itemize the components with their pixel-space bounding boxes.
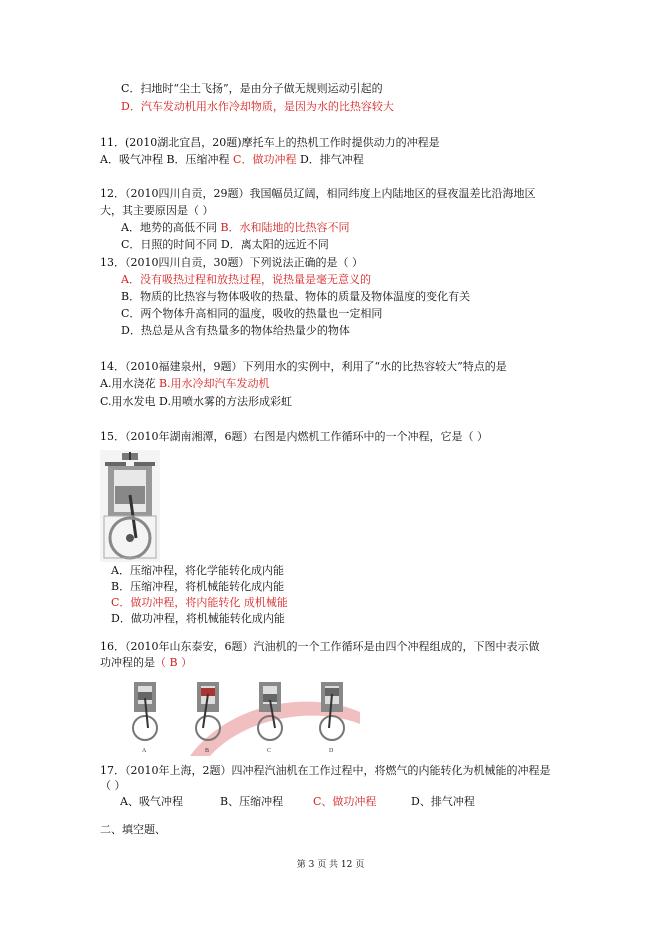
option-d-line-answer: D．汽车发动机用水作冷却物质，是因为水的比热容较大 [121, 100, 394, 113]
q15-option-d: D．做功冲程，将机械能转化成内能 [111, 612, 285, 625]
engine-a-icon [133, 682, 157, 740]
q11-option-c-answer: C．做功冲程 [233, 153, 300, 166]
q14-option-a: A.用水浇花 [100, 377, 159, 390]
q15-option-b: B．压缩冲程，将机械能转化成内能 [111, 580, 285, 593]
question-12-options-ab [121, 221, 350, 235]
question-12-line1: 12．（2010四川自贡，29题）我国幅员辽阔，相同纬度上内陆地区的昼夜温差比沿海地区 [100, 187, 536, 200]
figure-label-b: B [205, 748, 210, 754]
four-stroke-figures [120, 672, 380, 756]
question-11: 11．(2010湖北宜昌，20题)摩托车上的热机工作时提供动力的冲程是 [100, 136, 440, 149]
engine-c-icon [258, 682, 282, 740]
question-14-options-ab [100, 377, 270, 391]
section-2-heading: 二、填空题、 [100, 823, 166, 836]
q17-option-c-answer: C、做功冲程 [313, 795, 377, 808]
q13-option-d: D．热总是从含有热量多的物体给热量少的物体 [121, 324, 350, 337]
engine-d-icon [320, 682, 344, 740]
q17-option-d: D、排气冲程 [411, 795, 475, 808]
q13-option-c: C．两个物体升高相同的温度，吸收的热量也一定相同 [121, 307, 383, 320]
q14-option-b-answer: B.用水冷却汽车发动机 [158, 377, 270, 390]
q17-option-b: B、压缩冲程 [220, 795, 284, 808]
question-16-line2 [100, 656, 192, 670]
q16-text: 功冲程的是 [100, 656, 155, 669]
engine-cylinder-figure [100, 450, 160, 562]
q12-option-a: A．地势的高低不同 [121, 221, 221, 234]
question-12-line2: 大，其主要原因是（ ） [100, 204, 214, 217]
question-12-options-cd: C．日照的时间不同 D．离太阳的远近不同 [121, 238, 329, 251]
figure-label-c: C [267, 748, 272, 754]
q15-option-a: A．压缩冲程，将化学能转化成内能 [111, 564, 284, 577]
q13-option-b: B．物质的比热容与物体吸收的热量、物体的质量及物体温度的变化有关 [121, 290, 471, 303]
q11-option-d: D．排气冲程 [299, 153, 364, 166]
question-11-options [100, 153, 364, 167]
question-17-line2: （ ） [100, 779, 126, 792]
option-c-line: C．扫地时“尘土飞扬”，是由分子做无规则运动引起的 [121, 82, 383, 95]
figure-label-d: D [329, 748, 334, 754]
q15-option-c-answer: C．做功冲程，将内能转化 成机械能 [111, 596, 288, 609]
question-17-line1: 17．（2010年上海，2题）四冲程汽油机在工作过程中，将燃气的内能转化为机械能的冲程是 [100, 764, 551, 777]
question-14-options-cd: C.用水发电 D.用喷水雾的方法形成彩虹 [100, 395, 292, 408]
question-16-line1: 16．（2010年山东泰安，6题）汽油机的一个工作循环是由四个冲程组成的，下图中表示做 [100, 640, 540, 653]
question-15: 15．（2010年湖南湘潭，6题）右图是内燃机工作循环中的一个冲程，它是（ ） [100, 430, 488, 443]
q12-option-b-answer: B．水和陆地的比热容不同 [220, 221, 350, 234]
question-14: 14．（2010福建泉州，9题）下列用水的实例中，利用了“水的比热容较大”特点的是 [100, 360, 507, 373]
q11-options-ab: A．吸气冲程 B．压缩冲程 [100, 153, 234, 166]
question-13: 13．（2010四川自贡，30题）下列说法正确的是（ ） [100, 256, 363, 269]
page-footer: 第 3 页 共 12 页 [296, 860, 365, 870]
q17-option-a: A、吸气冲程 [120, 795, 183, 808]
figure-label-a: A [142, 748, 147, 754]
q13-option-a-answer: A．没有吸热过程和放热过程，说热量是毫无意义的 [121, 273, 371, 286]
q16-answer: （ B ） [155, 656, 193, 669]
